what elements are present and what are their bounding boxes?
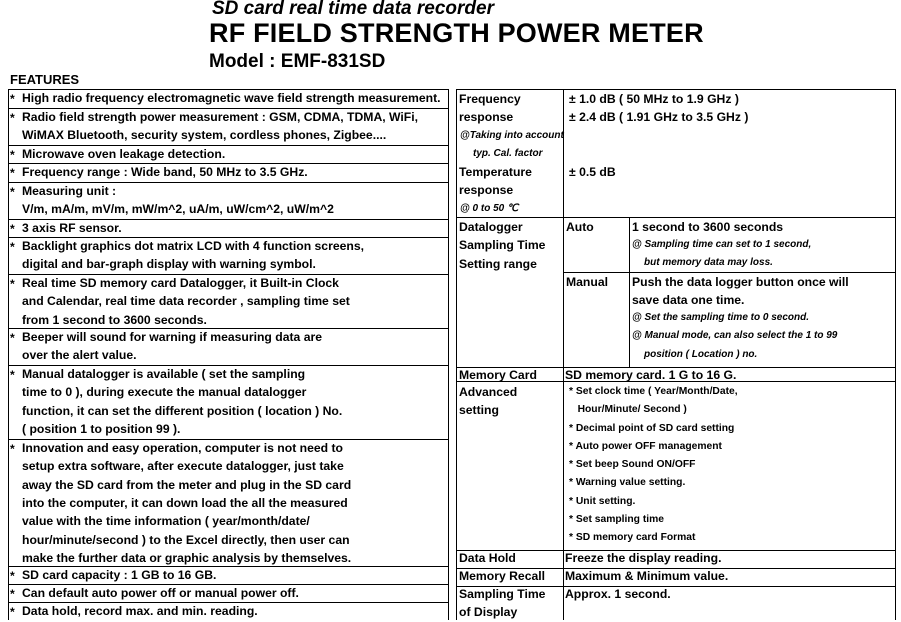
feature-item <box>9 145 448 163</box>
auto-notes: @ Sampling time can set to 1 second, but memory data may loss. <box>632 239 812 269</box>
feature-text: and Calendar, real time data recorder , sampling time set <box>22 294 350 309</box>
advanced-setting-item: * Decimal point of SD card setting <box>569 422 735 434</box>
memory-recall-label: Memory Recall <box>459 569 546 583</box>
divider <box>563 90 564 620</box>
freq-response-note: @Taking into account typ. Cal. factor <box>460 130 564 160</box>
sampling-display-value: Approx. 1 second. <box>565 587 671 601</box>
bullet-icon: * <box>10 92 15 106</box>
freq-response-label: Frequency response <box>459 92 521 125</box>
memory-recall-value: Maximum & Minimum value. <box>565 569 729 583</box>
feature-item <box>9 584 448 602</box>
feature-item <box>9 439 448 566</box>
feature-text: make the further data or graphic analysis by themselves. <box>22 550 352 565</box>
bullet-icon: * <box>10 166 15 180</box>
bullet-icon: * <box>10 111 15 125</box>
feature-text: away the SD card from the meter and plug in the SD card <box>22 477 352 492</box>
feature-item <box>9 602 448 620</box>
feature-text: Manual datalogger is available ( set the sampling <box>22 367 306 381</box>
features-table <box>8 89 449 620</box>
feature-item <box>9 108 448 145</box>
advanced-setting-item: * Set clock time ( Year/Month/Date, <box>569 386 738 397</box>
feature-text: digital and bar-graph display with warning symbol. <box>22 257 316 272</box>
feature-text: time to 0 ), during execute the manual datalogger <box>22 385 307 400</box>
feature-item <box>9 90 448 108</box>
manual-label: Manual <box>566 275 608 289</box>
feature-item <box>9 182 448 219</box>
advanced-setting-label: Advanced setting <box>459 385 518 418</box>
data-hold-label: Data Hold <box>459 551 516 565</box>
page-title: RF FIELD STRENGTH POWER METER <box>209 18 704 48</box>
bullet-icon: * <box>10 240 15 254</box>
manual-notes: @ Set the sampling time to 0 second. @ Manual mode, can also select the 1 to 99 position ( Location ) no. <box>632 312 838 360</box>
bullet-icon: * <box>10 587 15 601</box>
data-hold-value: Freeze the display reading. <box>565 551 722 565</box>
bullet-icon: * <box>10 442 15 456</box>
feature-item <box>9 237 448 274</box>
feature-text: SD card capacity : 1 GB to 16 GB. <box>22 568 217 582</box>
feature-text: into the computer, it can down load the all the measured <box>22 495 348 510</box>
bullet-icon: * <box>10 368 15 382</box>
advanced-setting-list <box>569 383 738 548</box>
feature-item <box>9 219 448 237</box>
auto-label: Auto <box>566 220 594 234</box>
auto-value: 1 second to 3600 seconds <box>632 220 784 234</box>
feature-text: Frequency range : Wide band, 50 MHz to 3.5 GHz. <box>22 165 308 179</box>
feature-text: value with the time information ( year/month/date/ <box>22 514 310 529</box>
bullet-icon: * <box>10 569 15 583</box>
feature-text: Backlight graphics dot matrix LCD with 4 function screens, <box>22 239 364 253</box>
bullet-icon: * <box>10 148 15 162</box>
features-title: FEATURES <box>10 72 80 87</box>
feature-text: WiMAX Bluetooth, security system, cordless phones, Zigbee.... <box>22 128 387 143</box>
subtitle: SD card real time data recorder <box>212 0 494 19</box>
advanced-setting-item: * Unit setting. <box>569 495 636 507</box>
feature-text: High radio frequency electromagnetic wave field strength measurement. <box>22 91 441 105</box>
feature-text: V/m, mA/m, mV/m, mW/m^2, uA/m, uW/cm^2, uW/m^2 <box>22 202 334 217</box>
feature-text: from 1 second to 3600 seconds. <box>22 312 207 327</box>
feature-item <box>9 163 448 182</box>
feature-item <box>9 274 448 328</box>
feature-text: over the alert value. <box>22 348 137 363</box>
temp-response-note: @ 0 to 50 ℃ <box>460 203 519 214</box>
feature-text: Measuring unit : <box>22 184 117 198</box>
advanced-setting-item: * Warning value setting. <box>569 477 686 489</box>
temp-response-label: Temperature response <box>459 165 532 198</box>
advanced-setting-item: * SD memory card Format <box>569 532 696 544</box>
bullet-icon: * <box>10 605 15 619</box>
feature-text: Can default auto power off or manual power off. <box>22 586 299 600</box>
feature-text: hour/minute/second ) to the Excel directly, then user can <box>22 532 350 547</box>
memory-card-value: SD memory card. 1 G to 16 G. <box>565 368 737 382</box>
feature-text: 3 axis RF sensor. <box>22 221 122 235</box>
feature-text: Innovation and easy operation, computer is not need to <box>22 441 343 455</box>
feature-item <box>9 566 448 584</box>
advanced-setting-item: Hour/Minute/ Second ) <box>569 404 687 416</box>
advanced-setting-item: * Auto power OFF management <box>569 440 722 452</box>
feature-item <box>9 328 448 365</box>
memory-card-label: Memory Card <box>459 368 537 382</box>
feature-item <box>9 365 448 439</box>
temp-response-value: ± 0.5 dB <box>569 165 616 179</box>
feature-text: Beeper will sound for warning if measuring data are <box>22 330 323 344</box>
datalogger-label: Datalogger Sampling Time Setting range <box>459 220 546 271</box>
feature-text: Real time SD memory card Datalogger, it Built-in Clock <box>22 276 339 290</box>
model-label: Model : EMF-831SD <box>209 51 386 72</box>
feature-text: ( position 1 to position 99 ). <box>22 421 181 436</box>
advanced-setting-item: * Set sampling time <box>569 514 664 526</box>
feature-text: Microwave oven leakage detection. <box>22 147 226 161</box>
freq-response-value: ± 1.0 dB ( 50 MHz to 1.9 GHz ) ± 2.4 dB ( 1.91 GHz to 3.5 GHz ) <box>569 92 749 125</box>
bullet-icon: * <box>10 331 15 345</box>
feature-text: function, it can set the different position ( location ) No. <box>22 403 343 418</box>
bullet-icon: * <box>10 277 15 291</box>
manual-value: Push the data logger button once will save data one time. <box>632 275 849 308</box>
feature-text: setup extra software, after execute datalogger, just take <box>22 459 344 474</box>
sampling-display-label: Sampling Time of Display <box>459 587 546 620</box>
feature-text: Radio field strength power measurement : GSM, CDMA, TDMA, WiFi, <box>22 110 419 124</box>
bullet-icon: * <box>10 185 15 199</box>
bullet-icon: * <box>10 222 15 236</box>
advanced-setting-item: * Set beep Sound ON/OFF <box>569 459 696 471</box>
specs-table <box>456 89 896 620</box>
feature-text: Data hold, record max. and min. reading. <box>22 604 258 618</box>
divider <box>629 217 630 367</box>
